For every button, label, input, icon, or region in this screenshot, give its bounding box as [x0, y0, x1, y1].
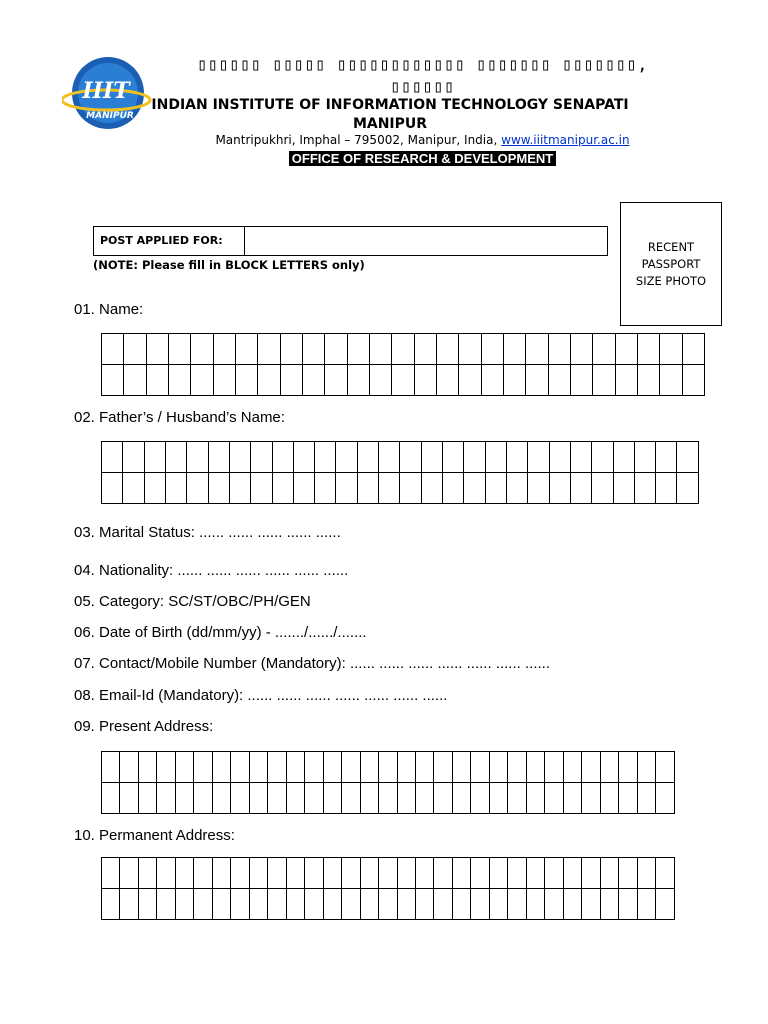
- letter-box[interactable]: [120, 752, 138, 783]
- letter-box[interactable]: [400, 442, 421, 473]
- letter-box[interactable]: [464, 442, 485, 473]
- letter-box[interactable]: [503, 365, 525, 396]
- letter-box[interactable]: [481, 334, 503, 365]
- letter-box[interactable]: [600, 889, 618, 920]
- post-applied-box: [93, 226, 608, 256]
- letter-box[interactable]: [249, 752, 267, 783]
- letter-grid-row: [102, 889, 675, 920]
- letter-box[interactable]: [619, 783, 637, 814]
- letter-box[interactable]: [272, 442, 293, 473]
- website-link[interactable]: www.iiitmanipur.ac.in: [501, 133, 630, 147]
- letter-box[interactable]: [325, 334, 347, 365]
- letter-box[interactable]: [229, 442, 250, 473]
- letter-box[interactable]: [212, 858, 230, 889]
- photo-line-1: RECENT: [647, 239, 695, 254]
- letter-box[interactable]: [120, 783, 138, 814]
- letter-box[interactable]: [570, 473, 591, 504]
- letter-box[interactable]: [600, 752, 618, 783]
- letter-box[interactable]: [637, 365, 659, 396]
- letter-box[interactable]: [191, 365, 213, 396]
- name-letter-grid: [101, 333, 705, 396]
- letter-box[interactable]: [102, 334, 124, 365]
- letter-box[interactable]: [124, 334, 146, 365]
- letter-grid-row: [102, 752, 675, 783]
- letter-box[interactable]: [392, 334, 414, 365]
- letter-grid-row: [102, 365, 705, 396]
- letter-box[interactable]: [656, 442, 677, 473]
- institute-name-native: [150, 54, 695, 98]
- permanent-address-label: 10. Permanent Address:: [74, 827, 235, 844]
- letter-box[interactable]: [315, 473, 336, 504]
- letter-box[interactable]: [549, 473, 570, 504]
- letter-box[interactable]: [268, 889, 286, 920]
- letter-box[interactable]: [323, 752, 341, 783]
- letter-box[interactable]: [212, 783, 230, 814]
- dob-field: 06. Date of Birth (dd/mm/yy) - ......./....../.......: [74, 624, 367, 641]
- name-label: 01. Name:: [74, 301, 144, 318]
- letter-box[interactable]: [400, 473, 421, 504]
- letter-box[interactable]: [305, 889, 323, 920]
- letter-box[interactable]: [379, 442, 400, 473]
- block-letters-note: (NOTE: Please fill in BLOCK LETTERS only): [93, 258, 365, 272]
- letter-box[interactable]: [443, 473, 464, 504]
- letter-box[interactable]: [489, 889, 507, 920]
- letter-box[interactable]: [397, 889, 415, 920]
- letter-box[interactable]: [123, 442, 144, 473]
- letter-box[interactable]: [187, 473, 208, 504]
- letter-box[interactable]: [548, 365, 570, 396]
- letter-box[interactable]: [379, 889, 397, 920]
- letter-box[interactable]: [563, 752, 581, 783]
- letter-box[interactable]: [545, 783, 563, 814]
- letter-box[interactable]: [619, 752, 637, 783]
- letter-box[interactable]: [258, 334, 280, 365]
- email-field: 08. Email-Id (Mandatory): ...... ...... ...... ...... ...... ...... ......: [74, 687, 448, 704]
- letter-box[interactable]: [528, 473, 549, 504]
- letter-box[interactable]: [600, 858, 618, 889]
- letter-box[interactable]: [165, 442, 186, 473]
- letter-grid-row: [102, 858, 675, 889]
- letter-box[interactable]: [600, 783, 618, 814]
- letter-box[interactable]: [280, 334, 302, 365]
- letter-box[interactable]: [272, 473, 293, 504]
- letter-box[interactable]: [563, 783, 581, 814]
- letter-box[interactable]: [526, 334, 548, 365]
- letter-box[interactable]: [212, 752, 230, 783]
- letter-box[interactable]: [434, 858, 452, 889]
- letter-box[interactable]: [434, 889, 452, 920]
- letter-box[interactable]: [157, 783, 175, 814]
- institute-address: [150, 133, 695, 147]
- letter-box[interactable]: [194, 752, 212, 783]
- letter-box[interactable]: [397, 858, 415, 889]
- letter-box[interactable]: [231, 783, 249, 814]
- letter-box[interactable]: [508, 783, 526, 814]
- letter-box[interactable]: [175, 858, 193, 889]
- father-name-letter-grid: [101, 441, 699, 504]
- letter-box[interactable]: [526, 783, 544, 814]
- letter-box[interactable]: [545, 752, 563, 783]
- letter-box[interactable]: [481, 365, 503, 396]
- letter-box[interactable]: [443, 442, 464, 473]
- letter-box[interactable]: [459, 334, 481, 365]
- letter-box[interactable]: [379, 473, 400, 504]
- photo-line-2: PASSPORT: [641, 256, 701, 271]
- letter-box[interactable]: [146, 334, 168, 365]
- letter-box[interactable]: [102, 889, 120, 920]
- letter-box[interactable]: [175, 889, 193, 920]
- letter-box[interactable]: [302, 334, 324, 365]
- letter-box[interactable]: [656, 783, 675, 814]
- letter-box[interactable]: [120, 889, 138, 920]
- letter-box[interactable]: [415, 783, 433, 814]
- letter-box[interactable]: [102, 752, 120, 783]
- letter-box[interactable]: [582, 858, 600, 889]
- letter-box[interactable]: [208, 442, 229, 473]
- letter-box[interactable]: [157, 858, 175, 889]
- letter-box[interactable]: [503, 334, 525, 365]
- letter-box[interactable]: [268, 752, 286, 783]
- letter-box[interactable]: [563, 889, 581, 920]
- letter-box[interactable]: [593, 334, 615, 365]
- letter-grid-row: [102, 783, 675, 814]
- letter-box[interactable]: [379, 858, 397, 889]
- letter-box[interactable]: [268, 783, 286, 814]
- letter-box[interactable]: [452, 783, 470, 814]
- letter-box[interactable]: [570, 334, 592, 365]
- letter-box[interactable]: [682, 334, 704, 365]
- letter-box[interactable]: [249, 858, 267, 889]
- logo-text: IIIT: [82, 78, 130, 104]
- letter-box[interactable]: [489, 752, 507, 783]
- letter-box[interactable]: [452, 858, 470, 889]
- letter-grid-row: [102, 442, 699, 473]
- letter-box[interactable]: [637, 889, 655, 920]
- address-text: Mantripukhri, Imphal – 795002, Manipur, India,: [215, 133, 502, 147]
- office-banner: OFFICE OF RESEARCH & DEVELOPMENT: [289, 151, 556, 166]
- letter-box[interactable]: [249, 889, 267, 920]
- letter-box[interactable]: [323, 783, 341, 814]
- letter-box[interactable]: [415, 752, 433, 783]
- letter-box[interactable]: [342, 752, 360, 783]
- letter-box[interactable]: [634, 473, 655, 504]
- letter-box[interactable]: [545, 858, 563, 889]
- letter-box[interactable]: [506, 473, 527, 504]
- letter-box[interactable]: [570, 365, 592, 396]
- letter-box[interactable]: [102, 473, 123, 504]
- letter-box[interactable]: [102, 442, 123, 473]
- letter-box[interactable]: [146, 365, 168, 396]
- photo-line-3: SIZE PHOTO: [635, 273, 707, 288]
- letter-box[interactable]: [615, 365, 637, 396]
- letter-box[interactable]: [485, 442, 506, 473]
- letter-box[interactable]: [613, 442, 634, 473]
- letter-box[interactable]: [677, 473, 699, 504]
- letter-box[interactable]: [528, 442, 549, 473]
- letter-box[interactable]: [347, 334, 369, 365]
- letter-box[interactable]: [357, 473, 378, 504]
- letter-box[interactable]: [464, 473, 485, 504]
- letter-box[interactable]: [268, 858, 286, 889]
- letter-box[interactable]: [323, 889, 341, 920]
- letter-box[interactable]: [397, 752, 415, 783]
- letter-box[interactable]: [165, 473, 186, 504]
- letter-box[interactable]: [144, 442, 165, 473]
- permanent-address-letter-grid: [101, 857, 675, 920]
- letter-box[interactable]: [138, 752, 156, 783]
- letter-box[interactable]: [336, 442, 357, 473]
- letter-box[interactable]: [280, 365, 302, 396]
- letter-box[interactable]: [360, 858, 378, 889]
- letter-box[interactable]: [489, 783, 507, 814]
- post-applied-field[interactable]: [245, 227, 607, 255]
- letter-box[interactable]: [369, 334, 391, 365]
- letter-box[interactable]: [434, 783, 452, 814]
- letter-box[interactable]: [392, 365, 414, 396]
- letter-box[interactable]: [357, 442, 378, 473]
- letter-box[interactable]: [489, 858, 507, 889]
- letter-box[interactable]: [634, 442, 655, 473]
- letter-box[interactable]: [656, 858, 675, 889]
- letter-box[interactable]: [471, 752, 489, 783]
- letter-box[interactable]: [102, 783, 120, 814]
- office-banner-wrap: [150, 150, 695, 168]
- letter-box[interactable]: [249, 783, 267, 814]
- letter-box[interactable]: [545, 889, 563, 920]
- letter-box[interactable]: [157, 889, 175, 920]
- letter-box[interactable]: [213, 365, 235, 396]
- letter-box[interactable]: [570, 442, 591, 473]
- institute-line-1: INDIAN INSTITUTE OF INFORMATION TECHNOLOGY SENAPATI: [151, 97, 629, 113]
- letter-box[interactable]: [548, 334, 570, 365]
- post-applied-label: POST APPLIED FOR:: [94, 227, 245, 255]
- native-line-1: ▯▯▯▯▯▯ ▯▯▯▯▯ ▯▯▯▯▯▯▯▯▯▯▯▯ ▯▯▯▯▯▯▯ ▯▯▯▯▯▯▯,: [197, 55, 648, 75]
- letter-box[interactable]: [102, 365, 124, 396]
- letter-box[interactable]: [157, 752, 175, 783]
- letter-box[interactable]: [415, 889, 433, 920]
- letter-box[interactable]: [452, 889, 470, 920]
- letter-box[interactable]: [637, 334, 659, 365]
- institute-line-2: MANIPUR: [352, 116, 428, 132]
- letter-box[interactable]: [421, 473, 442, 504]
- letter-box[interactable]: [582, 889, 600, 920]
- letter-box[interactable]: [293, 442, 314, 473]
- letter-box[interactable]: [213, 334, 235, 365]
- letter-box[interactable]: [379, 783, 397, 814]
- letter-box[interactable]: [347, 365, 369, 396]
- letter-box[interactable]: [208, 473, 229, 504]
- letter-box[interactable]: [506, 442, 527, 473]
- letter-box[interactable]: [414, 334, 436, 365]
- letter-box[interactable]: [336, 473, 357, 504]
- letter-box[interactable]: [485, 473, 506, 504]
- letter-box[interactable]: [194, 889, 212, 920]
- letter-box[interactable]: [615, 334, 637, 365]
- letter-box[interactable]: [305, 858, 323, 889]
- letter-box[interactable]: [251, 442, 272, 473]
- letter-box[interactable]: [660, 334, 682, 365]
- letter-box[interactable]: [360, 783, 378, 814]
- marital-status-field: 03. Marital Status: ...... ...... ...... ...... ......: [74, 524, 341, 541]
- letter-box[interactable]: [592, 442, 613, 473]
- letter-box[interactable]: [325, 365, 347, 396]
- letter-box[interactable]: [379, 752, 397, 783]
- letter-box[interactable]: [582, 752, 600, 783]
- letter-box[interactable]: [471, 889, 489, 920]
- letter-box[interactable]: [235, 365, 257, 396]
- letter-box[interactable]: [138, 889, 156, 920]
- letter-box[interactable]: [305, 752, 323, 783]
- present-address-letter-grid: [101, 751, 675, 814]
- letter-box[interactable]: [194, 858, 212, 889]
- letter-box[interactable]: [187, 442, 208, 473]
- letter-box[interactable]: [526, 858, 544, 889]
- letter-box[interactable]: [286, 752, 304, 783]
- letter-box[interactable]: [613, 473, 634, 504]
- letter-box[interactable]: [212, 889, 230, 920]
- letter-box[interactable]: [434, 752, 452, 783]
- letter-box[interactable]: [471, 783, 489, 814]
- nationality-field: 04. Nationality: ...... ...... ...... ...... ...... ......: [74, 562, 349, 579]
- letter-box[interactable]: [138, 858, 156, 889]
- letter-box[interactable]: [286, 889, 304, 920]
- letter-box[interactable]: [656, 752, 675, 783]
- father-name-label: 02. Father’s / Husband’s Name:: [74, 409, 285, 426]
- letter-box[interactable]: [342, 858, 360, 889]
- passport-photo-box[interactable]: [620, 202, 722, 326]
- logo-subtext: MANIPUR: [86, 111, 134, 121]
- letter-box[interactable]: [102, 858, 120, 889]
- letter-box[interactable]: [637, 783, 655, 814]
- letter-box[interactable]: [677, 442, 699, 473]
- letter-box[interactable]: [175, 783, 193, 814]
- letter-box[interactable]: [582, 783, 600, 814]
- letter-box[interactable]: [286, 858, 304, 889]
- letter-box[interactable]: [593, 365, 615, 396]
- letter-box[interactable]: [682, 365, 704, 396]
- letter-box[interactable]: [144, 473, 165, 504]
- letter-box[interactable]: [415, 858, 433, 889]
- letter-box[interactable]: [592, 473, 613, 504]
- letter-box[interactable]: [360, 752, 378, 783]
- letter-box[interactable]: [508, 858, 526, 889]
- letter-box[interactable]: [656, 473, 677, 504]
- letter-box[interactable]: [120, 858, 138, 889]
- present-address-label: 09. Present Address:: [74, 718, 214, 735]
- letter-box[interactable]: [660, 365, 682, 396]
- letter-box[interactable]: [397, 783, 415, 814]
- letter-box[interactable]: [563, 858, 581, 889]
- letter-box[interactable]: [231, 858, 249, 889]
- letter-box[interactable]: [231, 752, 249, 783]
- letter-box[interactable]: [342, 783, 360, 814]
- letter-box[interactable]: [124, 365, 146, 396]
- letter-box[interactable]: [286, 783, 304, 814]
- letter-box[interactable]: [452, 752, 470, 783]
- letter-box[interactable]: [305, 783, 323, 814]
- letter-box[interactable]: [293, 473, 314, 504]
- letter-box[interactable]: [526, 752, 544, 783]
- letter-box[interactable]: [619, 889, 637, 920]
- letter-box[interactable]: [315, 442, 336, 473]
- letter-box[interactable]: [526, 889, 544, 920]
- letter-box[interactable]: [459, 365, 481, 396]
- letter-box[interactable]: [471, 858, 489, 889]
- letter-box[interactable]: [421, 442, 442, 473]
- letter-box[interactable]: [323, 858, 341, 889]
- letter-box[interactable]: [235, 334, 257, 365]
- letter-box[interactable]: [175, 752, 193, 783]
- letter-box[interactable]: [637, 752, 655, 783]
- letter-box[interactable]: [123, 473, 144, 504]
- letter-box[interactable]: [549, 442, 570, 473]
- letter-box[interactable]: [229, 473, 250, 504]
- letter-box[interactable]: [191, 334, 213, 365]
- letter-box[interactable]: [436, 365, 458, 396]
- letter-box[interactable]: [251, 473, 272, 504]
- letter-grid-row: [102, 334, 705, 365]
- letter-box[interactable]: [194, 783, 212, 814]
- letter-box[interactable]: [436, 334, 458, 365]
- letter-box[interactable]: [508, 889, 526, 920]
- letter-box[interactable]: [138, 783, 156, 814]
- letter-box[interactable]: [168, 365, 190, 396]
- letter-box[interactable]: [637, 858, 655, 889]
- letter-box[interactable]: [508, 752, 526, 783]
- letter-grid-row: [102, 473, 699, 504]
- letter-box[interactable]: [526, 365, 548, 396]
- letter-box[interactable]: [656, 889, 675, 920]
- letter-box[interactable]: [619, 858, 637, 889]
- letter-box[interactable]: [414, 365, 436, 396]
- letter-box[interactable]: [342, 889, 360, 920]
- letter-box[interactable]: [231, 889, 249, 920]
- contact-field: 07. Contact/Mobile Number (Mandatory): ...... ...... ...... ...... ...... ...... ......: [74, 655, 550, 672]
- letter-box[interactable]: [168, 334, 190, 365]
- category-field: 05. Category: SC/ST/OBC/PH/GEN: [74, 593, 311, 610]
- native-line-2: ▯▯▯▯▯▯: [390, 77, 455, 97]
- letter-box[interactable]: [302, 365, 324, 396]
- letter-box[interactable]: [258, 365, 280, 396]
- letter-box[interactable]: [360, 889, 378, 920]
- letter-box[interactable]: [369, 365, 391, 396]
- institute-name-english: [140, 96, 640, 134]
